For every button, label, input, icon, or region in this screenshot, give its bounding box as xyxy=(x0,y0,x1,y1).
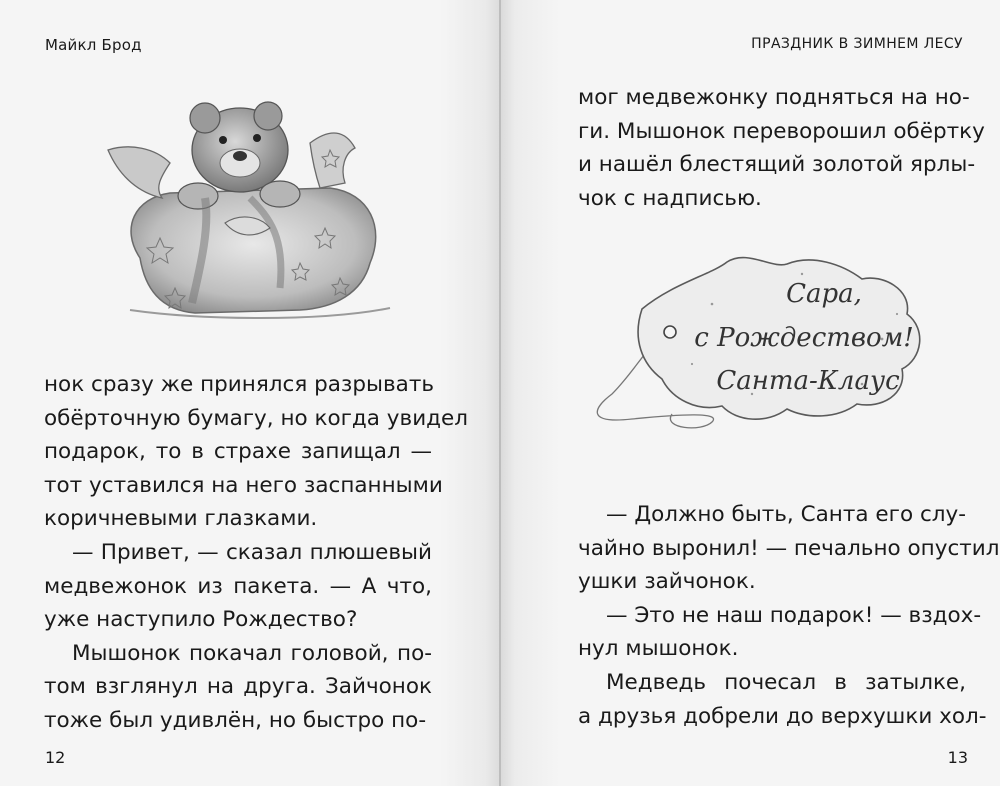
right-page-top-text xyxy=(578,81,985,215)
paragraph xyxy=(44,536,432,637)
tag-line-1: Сара, xyxy=(786,279,862,309)
text-line: мог медвежонку подняться на но- xyxy=(578,85,970,110)
text-line: — Привет, — сказал плюшевый xyxy=(72,539,432,565)
left-running-head: Майкл Брод xyxy=(45,36,142,54)
text-line: Мышонок покачал головой, по- xyxy=(72,640,432,666)
text-line: ги. Мышонок переворошил обёртку xyxy=(578,118,985,144)
text-line: медвежонок из пакета. — А что, xyxy=(44,573,432,599)
teddy-bear-in-gift-bag-illustration xyxy=(100,88,400,333)
text-line: тоже был удивлён, но быстро по- xyxy=(44,707,427,733)
text-line: чайно выронил! — печально опустил xyxy=(578,535,1000,561)
paragraph xyxy=(578,599,982,666)
text-line: тот уставился на него заспанными xyxy=(44,472,443,498)
text-line: том взглянул на друга. Зайчонок xyxy=(44,674,432,700)
text-line: ушки зайчонок. xyxy=(578,569,756,595)
text-line: нок сразу же принялся разрывать xyxy=(44,372,435,397)
gift-tag-illustration xyxy=(572,244,942,444)
text-line: обёрточную бумагу, но когда увидел xyxy=(44,405,469,431)
text-line: подарок, то в страхе запищал — xyxy=(44,439,432,465)
text-line: чок с надписью. xyxy=(578,185,762,211)
paragraph xyxy=(578,666,987,733)
right-page-bottom-text xyxy=(578,498,1000,733)
text-line: Медведь почесал в затылке, xyxy=(606,669,966,695)
left-page-number: 12 xyxy=(45,748,66,767)
book-gutter xyxy=(499,0,501,786)
text-line: — Это не наш подарок! — вздох- xyxy=(606,602,982,628)
text-line: и нашёл блестящий золотой ярлы- xyxy=(578,152,976,178)
paragraph xyxy=(578,498,1000,599)
paragraph xyxy=(44,637,432,738)
paragraph xyxy=(44,368,469,536)
paragraph xyxy=(578,81,985,215)
tag-line-3: Санта-Клаус xyxy=(716,366,900,396)
text-line: — Должно быть, Санта его слу- xyxy=(606,502,966,527)
text-line: уже наступило Рождество? xyxy=(44,607,358,633)
left-page-text xyxy=(44,368,469,738)
right-running-head: ПРАЗДНИК В ЗИМНЕМ ЛЕСУ xyxy=(751,36,963,52)
text-line: а друзья добрели до верхушки хол- xyxy=(578,703,987,729)
tag-line-2: с Рождеством! xyxy=(694,323,914,353)
text-line: нул мышонок. xyxy=(578,636,739,662)
text-line: коричневыми глазками. xyxy=(44,506,318,532)
right-page-number: 13 xyxy=(947,748,968,767)
